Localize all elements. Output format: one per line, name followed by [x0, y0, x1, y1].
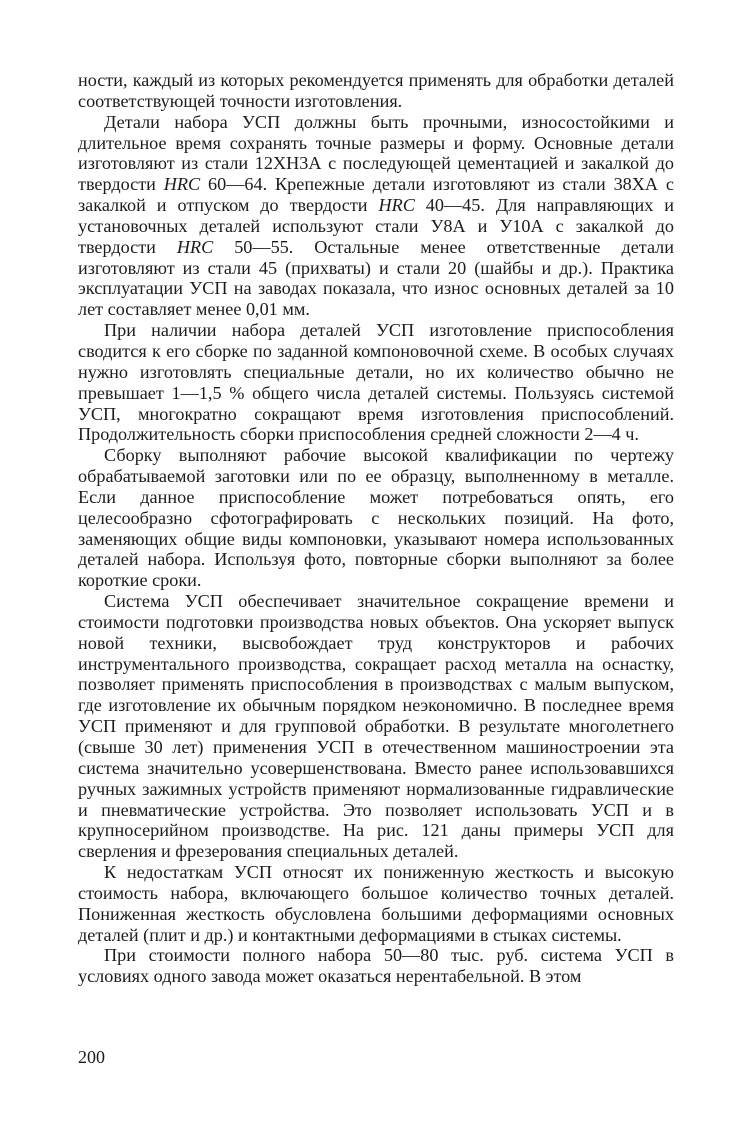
- paragraph-assembly-scheme: При наличии набора деталей УСП изготовление приспособления сводится к его сборке по заданной компоновочной схеме. В особых случаях нужно изготовлять специальные детали, но их количество обычно не превышает 1—1,5 % общего числа деталей системы. Пользуясь системой УСП, многократно сокращают время изготовления приспособлений. Продолжительность сборки приспособления средней сложности 2—4 ч.: [78, 320, 674, 445]
- hardness-unit: HRC: [163, 174, 201, 195]
- hardness-unit: HRC: [378, 195, 415, 216]
- paragraph-materials: Детали набора УСП должны быть прочными, износостойкими и длительное время сохранять точные размеры и форму. Основные детали изготовляют из стали 12ХН3А с последующей цементацией и закалкой до твердости HRC 60—64. Крепежные детали изготовляют из стали 38ХА с закалкой и отпуском до твердости HRC 40—45. Для направляющих и установочных деталей используют стали У8А и У10А с закалкой до твердости HRC 50—55. Остальные менее ответственные детали изготовляют из стали 45 (прихваты) и стали 20 (шайбы и др.). Практика эксплуатации УСП на заводах показала, что износ основных деталей за 10 лет составляет менее 0,01 мм.: [78, 111, 674, 320]
- paragraph-system-benefits: Система УСП обеспечивает значительное сокращение времени и стоимости подготовки производства новых объектов. Она ускоряет выпуск новой техники, высвобождает труд конструкторов и рабочих инструментального производства, сокращает расход металла на оснастку, позволяет применять приспособления в производствах с малым выпуском, где изготовление их обычным порядком неэкономично. В последнее время УСП применяют и для групповой обработки. В результате многолетнего (свыше 30 лет) применения УСП в отечественном машиностроении эта система значительно усовершенствована. Вместо ранее использовавшихся ручных зажимных устройств применяют нормализованные гидравлические и пневматические устройства. Это позволяет использовать УСП и в крупносерийном производстве. На рис. 121 даны примеры УСП для сверления и фрезерования специальных деталей.: [78, 591, 674, 862]
- page-number: 200: [78, 1047, 105, 1067]
- paragraph-assembly-workers: Сборку выполняют рабочие высокой квалификации по чертежу обрабатываемой заготовки или по ее образцу, выполненному в металле. Если данное приспособление может потребоваться опять, его целесообразно сфотографировать с нескольких позиций. На фото, заменяющих общие виды компоновки, указывают номера использованных деталей набора. Используя фото, повторные сборки выполняют за более короткие сроки.: [78, 445, 674, 591]
- hardness-unit: HRC: [176, 236, 214, 257]
- paragraph-cost: При стоимости полного набора 50—80 тыс. руб. система УСП в условиях одного завода может оказаться нерентабельной. В этом: [78, 945, 674, 987]
- paragraph-continued: ности, каждый из которых рекомендуется применять для обработки деталей соответствующей точности изготовления.: [78, 70, 674, 111]
- page-body: [78, 70, 674, 987]
- paragraph-drawbacks: К недостаткам УСП относят их пониженную жесткость и высокую стоимость набора, включающего большое количество точных деталей. Пониженная жесткость обусловлена большими деформациями основных деталей (плит и др.) и контактными деформациями в стыках системы.: [78, 862, 674, 945]
